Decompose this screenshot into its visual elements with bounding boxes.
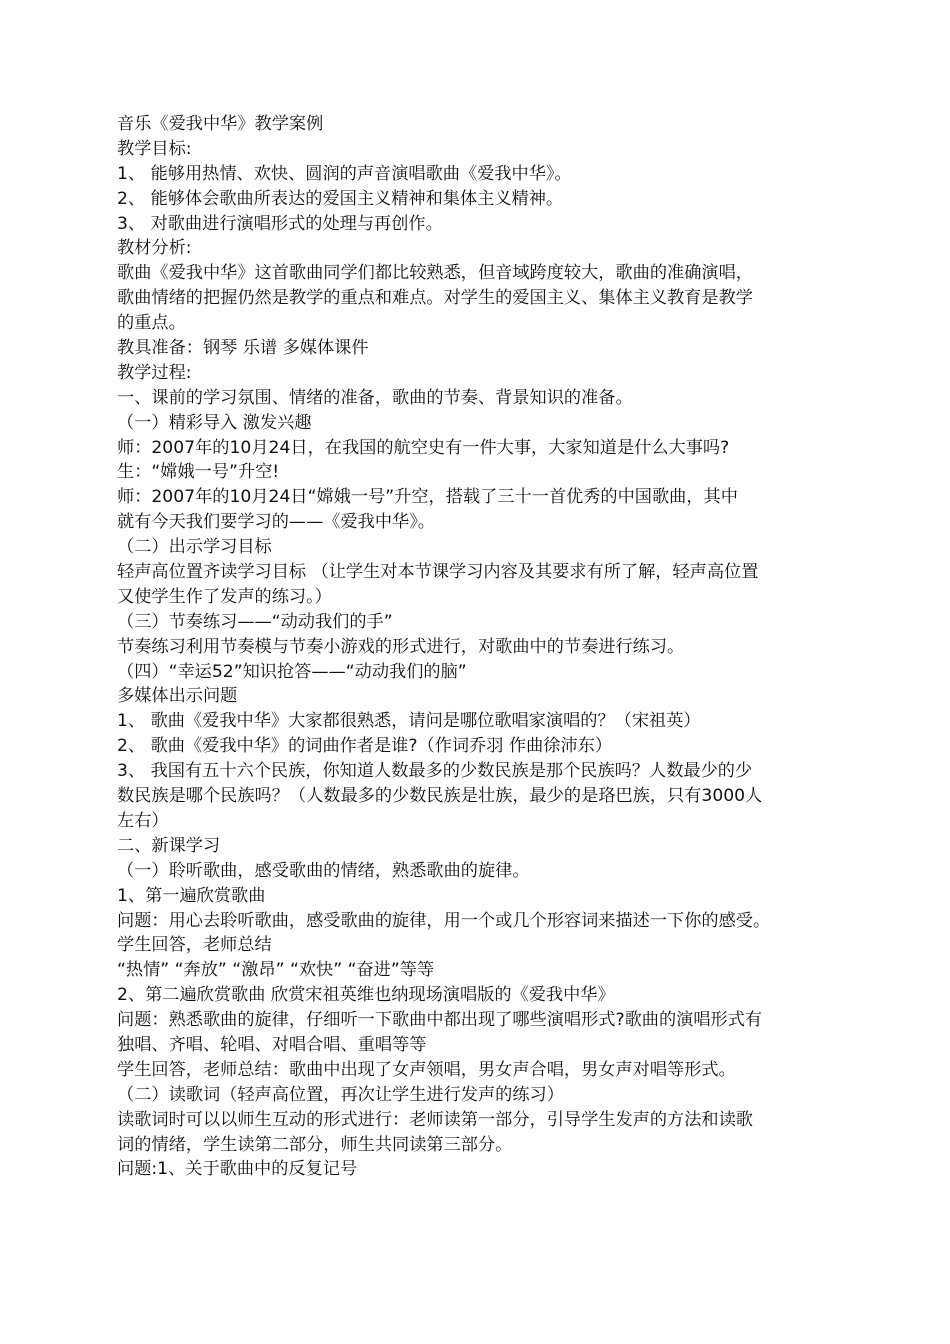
text-line: 学生回答，老师总结：歌曲中出现了女声领唱，男女声合唱，男女声对唱等形式。 xyxy=(117,1059,736,1080)
text-line: 生：“嫦娥一号”升空! xyxy=(117,462,280,483)
subsection-heading: （四）“幸运52”知识抢答——“动动我们的脑” xyxy=(117,661,467,682)
section-heading: 教学目标: xyxy=(117,138,192,159)
text-line: 2、 能够体会歌曲所表达的爱国主义精神和集体主义精神。 xyxy=(117,188,564,209)
text-line: 就有今天我们要学习的——《爱我中华》。 xyxy=(117,512,435,533)
text-line: 左右） xyxy=(117,810,169,831)
text-line: 节奏练习利用节奏模与节奏小游戏的形式进行，对歌曲中的节奏进行练习。 xyxy=(117,636,685,657)
subsection-heading: （二）出示学习目标 xyxy=(117,537,272,558)
text-line: 师：2007年的10月24日“嫦娥一号”升空，搭载了三十一首优秀的中国歌曲，其中 xyxy=(117,487,738,508)
text-line: 多媒体出示问题 xyxy=(117,686,238,707)
text-line: 3、 对歌曲进行演唱形式的处理与再创作。 xyxy=(117,213,443,234)
text-line: 读歌词时可以以师生互动的形式进行：老师读第一部分，引导学生发声的方法和读歌 xyxy=(117,1109,753,1130)
text-line: 一、课前的学习氛围、情绪的准备，歌曲的节奏、背景知识的准备。 xyxy=(117,387,633,408)
text-line: 1、第一遍欣赏歌曲 xyxy=(117,885,266,906)
section-heading: 教学过程: xyxy=(117,362,192,383)
text-line: 问题：用心去聆听歌曲，感受歌曲的旋律，用一个或几个形容词来描述一下你的感受。 xyxy=(117,910,771,931)
subsection-heading: （一）聆听歌曲，感受歌曲的情绪，熟悉歌曲的旋律。 xyxy=(117,860,530,881)
text-line: 数民族是哪个民族吗？（人数最多的少数民族是壮族，最少的是珞巴族，只有3000人 xyxy=(117,786,763,807)
text-line: 1、 歌曲《爱我中华》大家都很熟悉，请问是哪位歌唱家演唱的？（宋祖英） xyxy=(117,711,701,732)
text-line: 歌曲《爱我中华》这首歌曲同学们都比较熟悉，但音域跨度较大，歌曲的准确演唱， xyxy=(117,263,753,284)
text-line: 问题：熟悉歌曲的旋律，仔细听一下歌曲中都出现了哪些演唱形式?歌曲的演唱形式有 xyxy=(117,1010,763,1031)
text-line: 教具准备：钢琴 乐谱 多媒体课件 xyxy=(117,338,369,359)
doc-title: 音乐《爱我中华》教学案例 xyxy=(117,114,324,134)
section-heading: 二、新课学习 xyxy=(117,835,221,856)
text-line: 歌曲情绪的把握仍然是教学的重点和难点。对学生的爱国主义、集体主义教育是教学 xyxy=(117,288,753,309)
text-line: 2、第二遍欣赏歌曲 欣赏宋祖英维也纳现场演唱版的《爱我中华》 xyxy=(117,985,615,1006)
text-line: 1、 能够用热情、欢快、圆润的声音演唱歌曲《爱我中华》。 xyxy=(117,163,572,184)
text-line: 问题:1、关于歌曲中的反复记号 xyxy=(117,1159,358,1180)
text-line: 师：2007年的10月24日，在我国的航空史有一件大事，大家知道是什么大事吗? xyxy=(117,437,730,458)
text-line: 又使学生作了发声的练习。） xyxy=(117,586,332,607)
subsection-heading: （二）读歌词（轻声高位置，再次让学生进行发声的练习） xyxy=(117,1084,564,1105)
text-line: “热情” “奔放” “激昂” “欢快” “奋进”等等 xyxy=(117,960,435,981)
text-line: 学生回答，老师总结 xyxy=(117,935,272,956)
text-line: 独唱、齐唱、轮唱、对唱合唱、重唱等等 xyxy=(117,1034,427,1055)
text-line: 轻声高位置齐读学习目标 （让学生对本节课学习内容及其要求有所了解，轻声高位置 xyxy=(117,562,759,583)
text-line: 的重点。 xyxy=(117,313,186,334)
subsection-heading: （三）节奏练习——“动动我们的手” xyxy=(117,611,393,632)
text-line: 词的情绪，学生读第二部分，师生共同读第三部分。 xyxy=(117,1134,513,1155)
text-line: 2、 歌曲《爱我中华》的词曲作者是谁?（作词乔羽 作曲徐沛东） xyxy=(117,736,613,757)
document-body xyxy=(117,112,839,1182)
section-heading: 教材分析: xyxy=(117,238,192,259)
text-line: 3、 我国有五十六个民族，你知道人数最多的少数民族是那个民族吗？人数最少的少 xyxy=(117,761,753,782)
subsection-heading: （一）精彩导入 激发兴趣 xyxy=(117,412,312,433)
